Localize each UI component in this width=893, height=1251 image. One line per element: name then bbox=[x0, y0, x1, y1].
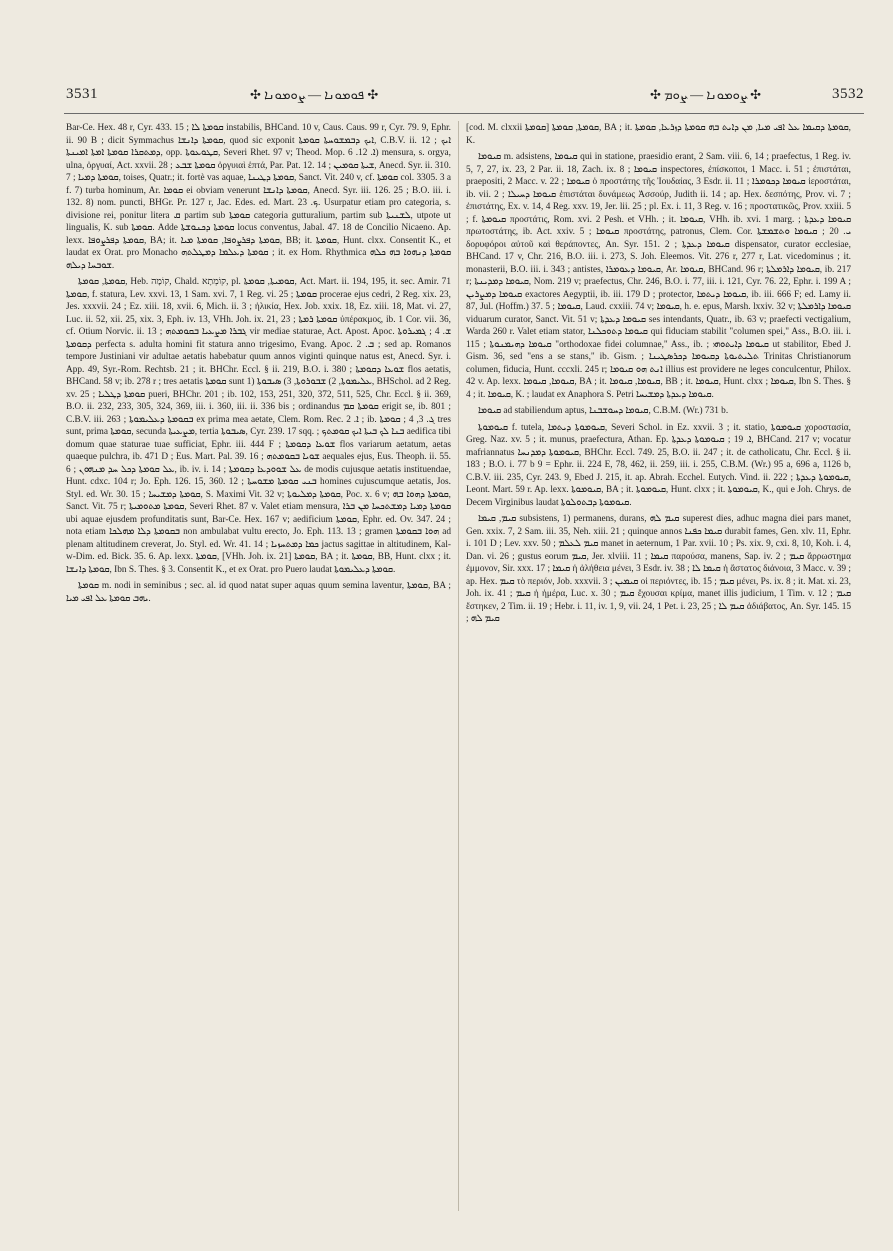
entry-paragraph: ܩܘܡܬܐ m. nodi in seminibus ; sec. al. id quod natat super aquas quum semina laventur, ܩܘܡܬܐ, BA ; ܝܗܒ ܩܘܡܬܐ ܥܠ ܐܦܝ ܡܝܐ. bbox=[66, 581, 452, 604]
page-header bbox=[60, 78, 868, 108]
entry-paragraph: ܩܝܘܡܘܬܐ f. tutela, ܩܝܘܡܘܬܐ ܕܝܬܡܐ, Severi Schol. in Ez. xxvii. 3 ; it. statio, ܩܝܘܡܘܬܐ χοροστασία, Greg. Naz. xv. 5 ; it. munus, praefectura, Athan. Ep. ܐ. 19 ; ܩܝܘܡܘܬܐ ܕܥܕܬܐ, BHCand. 217 v; vocatur mafriannatus ܩܝܘܡܘܬܐ ܕܡܕܢܚܐ, BHChr. Eccl. 749. 25, B.O. ii. 247 ; it. de catholicatu, Chr. Eccl. § ii. 183 ; B.O. i. 77 b 9 = Ephr. ii. 224 E, 78, 462, ii. 259, iii. i. 255, C.B.M. (Wr.) 95 a, 696 a, 1126 b, C.B.V. iii. 235, Cyr. 243. 9, Ebed J. 215, it. ap. Abrah. Ecchel. Eutych. Vind. ii. 222 ; ܩܝܘܡܘܬܐ ܕܥܕܬܐ, Leont. Mart. 59 r. Ap. lexx. ܩܝܘܡܘܬܐ, BA ; it. ܩܝܘܡܘܬܐ, Hunt. clxx ; it. ܩܝܘܡܘܬܐ, K., qui e Joh. Chrys. de Decem Virginibus laudat ܩܝܘܡܘܬܐ ܕܒܬܘܠܘܬܐ. bbox=[466, 422, 852, 508]
right-page-number: 3532 bbox=[832, 86, 864, 102]
entry-paragraph: ܩܝܘܡܐ ad stabiliendum aptus, ܩܝܘܡܐ ܕܚܘܫܒܢܐ, C.B.M. (Wr.) 731 b. bbox=[478, 406, 729, 416]
header-rule bbox=[64, 113, 864, 114]
left-page-number: 3531 bbox=[66, 86, 98, 102]
entry-paragraph: ܩܘܡܬܐ, ܩܘܡܬܐ, Heb. קוֹמָה, Chald. קוֹמְתָא, pl. ܩܘܡܝܬܐ, ܩܘܡܬܐ, Act. Mart. ii. 194, 195, it. sec. Amir. 71 ܩܘܡܬܐ, f. statura, Lev. xxvi. 13, 1 Sam. xvi. 7, 1 Reg. vi. 25 ; ܩܘܡܬܐ procerae ejus cedri, 2 Reg. xix. 23, Jes. xxxvii. 24 ; Ez. xiii. 18, xvii. 6, Mich. ii. 3 ; ἡλικία, Hex. Job. xxix. 18, Ez. xiii. 18, Mat. vi. 27, Luc. ii. 52, xii. 25, xix. 3, Eph. iv. 13, VHh. Joh. ix. 21, 23 ; ܩܘܡܬܐ ܪܡܬܐ ὑπέρακμος, ib. 1 Cor. vii. 36, cf. Otium Norvic. ii. 13 ; ܓܒܪܐ ܡܨܥܝܐ ܒܩܘܡܬܗ vir mediae staturae, Act. Apost. Apoc. ܫ. 4 ; ܓܡܝܪܘܬܐ ܕܩܘܡܬܐ perfecta s. adulta homini fit statura anno trigesimo, Evang. Apoc. ܒ. 2 ; sed ap. Romanos tempore Justiniani vir adultae aetatis habebatur quum annos viginti quinque natus est, Anecd. Syr. i. App. 49, Syr.-Rom. Rechtsb. 21 ; it. BHChr. Eccl. § ii. 219, B.O. i. 380 ; ܫܘܥܐ ܕܩܘܡܬܐ flos aetatis, BHCand. 58 v; ib. 278 r ; tres aetatis ܩܘܡܬܐ sunt 1) ܥܠܝܡܘܬܐ, 2) ܫܒܘܪܘܬܐ, 3) ܣܝܒܘܬܐ, BHSchol. ad 2 Reg. xv. 25 ; ܩܘܡܬܐ ܕܛܠܝܐ pueri, BHChr. 201 ; ib. 102, 153, 251, 320, 372, 511, 525, Chr. Eccl. § ii. 369, B.O. ii. 232, 233, 305, 324, 369, iii. i. 360, iii. ii. 336 bis ; ordinandus ܩܘܡܬܐ ܩܡ erigit se, ib. 801 ; C.B.V. iii. 263 ; ܒܩܘܡܬܐ ܕܥܠܝܡܘܬܐ ex prima mea aetate, Clem. Rom. Rec. ܐ. 2 ; ib. ܓ. 3, 4 ; ܩܘܡܬܐ tres sunt, prima ܩܘܡܬܐ, secunda ܡܨܥܝܬܐ, tertia ܣܝܒܘܬܐ, Cyr. 239. 17 sqq. ; ܒܢܐ ܠܟ ܒܝܬܐ ܐܝܟ ܩܘܡܬܟ aedifica tibi domum quae staturae tuae sufficiat, Ephr. iii. 444 F ; ܫܘܥܐ ܕܩܘܡܬܐ flos variarum aetatum, aetas quaeque pulchra, ib. 471 D ; Eus. Mart. Pal. 39. 16 ; ܫܘܝܐ ܒܩܘܡܬܗ aequales ejus, Eus. Theoph. ii. 55. 6 ; ܥܠ ܩܘܡܬܐ ܕܟܠ ܚܕ ܡܢܗܘܢ, ib. iv. i. 14 ; ܥܠ ܫܘܘܕܥܐ ܕܩܘܡܬܐ de modis cujusque aetatis instituendae, Hunt. cdxc. 104 r; Jo. Eph. 126. 15, 360. 12 ; ܒܢܝ ܩܘܡܬܐ ܡܫܘܚܬܐ homines cujuscumque aetatis, Jos. Styl. ed. Wr. 30. 15 ; ܩܘܡܬܐ ܕܡܫܝܚܐ, S. Maximi Vit. 32 v; ܩܘܡܬܐ ܕܡܠܝܘܬܐ, Poc. x. 6 v; ܩܘܡܬܐ ܕܗܘܐ ܒܗ, Sanct. Vit. 75 r; ܩܘܡܬܐ ܡܬܘܡܝܬܐ, Severi Rhet. 87 v. Valet etiam mensura, ܩܘܡܬܐ ܕܡܝܐ ܕܡܫܬܟܚܐ ܡܢ ܒܪܐ ubi aquae ejusdem profunditatis sunt, Bar-Ce. Hex. 167 v; aedificium ܩܘܡܬܐ, Ephr. ed. Ov. 347. 24 ; nota etiam ܒܩܘܡܬܐ ܕܠܐ ܡܗܠܟܐ non ambulabat vultu erecto, Jo. Eph. 113. 13 ; gramen ܗܘܐ ܒܩܘܡܬܐ ad plenam altitudinem creverat, Jo. Styl. ed. Wr. 41. 14 ; ܟܡܐ ܕܡܬܚܙܝܐ jactus sagittae in altitudinem, Kal-w-Dim. ed. Bick. 35. 6. Ap. lexx. ܩܘܡܬܐ, [VHh. Joh. ix. 21] ܩܘܡܬܐ, BA ; it. ܩܘܡܬܐ, BB, Hunt. clxx ; it. ܩܘܡܬܐ ܕܐܢܫܐ, Ibn S. Thes. § 3. Consentit K., et ex Orat. pro Puero laudat ܩܘܡܬܐ ܕܥܠܝܡܘܬܐ. bbox=[66, 277, 452, 575]
left-column bbox=[66, 122, 451, 609]
entry-paragraph: Bar-Ce. Hex. 48 r, Cyr. 433. 15 ; ܩܘܡܬܐ ܠܐ instabilis, BHCand. 10 v, Caus. Caus. 99 r, Cyr. 79. 9, Ephr. ii. 90 B ; dicit Symmachus ܩܘܡܬܐ ܕܐܢܫܐ, quod sic exponit ܐܝܟ ܕܒܡܫܘܚܬܐ ܩܘܡܬܐ, C.B.V. ii. 12 ; ܐܝܟ ܕܡܬܩܪܐ ܩܘܡܬܐ ܐܡܬܐ ܐܡܝܢܬܐ, opp. ܩܛܘܥܘܬܐ, Severi Rhet. 97 v; Theod. Mop. ܐ. 12. 6) mensura, s. orgya, ulna, ὀργυαί, Act. xxvii. 28 ; ܩܘܡܬܐ ܫܒܥ ὀργυιαὶ ἑπτά, Par. Pat. 12. 14 ; ܫܝܬܐ ܩܘܡܝܢ, Anecd. Syr. ii. 310. 7 ; ܩܘܡܬܐ ܕܡܝܐ, toises, Quatr.; it. fortè vas aquae, ܩܘܡܬܐ ܕܛܝܢܐ, Sanct. Vit. 240 v, cf. ܩܘܡܬܐ col. 3305. 3 a f. 7) turba hominum, Ar. ܩܘܡܐ ei obviam venerunt ܩܘܡܬܐ ܕܐܢܫܐ, Anecd. Syr. iii. 126. 25 ; B.O. iii. i. 132. 8) nom. puncti, BHGr. Pr. 127 r, Jac. Edes. ed. Mart. ܟ. 23. Usurpatur etiam pro categoria, s. divisione rei, ponitur litera ܩ partim sub ܩܘܡܬܐ categoria gutturalium, partim sub ܠܫܢܝܬܐ, utpote ut lingualis, K. sub ܩܘܡܬܐ. Adde ܩܘܡܬܐ ܕܟܢܘܫܬܐ locus conventus, Jabal. 47. 18 de Concilio Nicaeno. Ap. lexx. ܩܘܡܬܐ ܕܦܪܨܘܦܐ, BA; it. ܩܘܡܬܐ ܕܦܪܨܘܦܐ, ܩܘܡܬܐ ܡܝܐ, BB; it. ܩܘܡܬܐ, Hunt. clxx. Consentit K., et laudat ex Orat. pro Monacho ܩܘܡܬܐ ܕܥܠܡܐ ܕܡܛܠܬܗ ; it. ex Hom. Rhythmica ܩܘܡܬܐ ܕܢܗܘܐ ܒܗ ܟܠܗ ܫܘܒܚܐ ܕܝܠܗ. bbox=[66, 123, 452, 271]
entry-paragraph: [cod. M. clxxii ܩܘܡܬܐ] ܩܘܡܬܐ, ܩܘܡܬܐ, BA ; it. ܩܘܡܬܐ ܕܩܝܡܐ ܥܠ ܐܦܝ ܡܝܐ, ܡܢ ܕܐܝܬ ܒܗ ܩܘܡܬܐ ܕܙܪܥܐ, ܩܘܡܬܐ, K. bbox=[466, 123, 851, 146]
right-column bbox=[466, 122, 851, 630]
entry-paragraph: ܩܝܡ, ܩܝܡܐ subsistens, 1) permanens, durans, ܩܝܡ ܠܗ superest dies, adhuc magna diei pars manet, Gen. xxix. 7, 2 Sam. iii. 35, Neh. xiii. 21 ; quinque annos ܩܝܡܐ ܟܦܢܐ durabit fames, Gen. xlv. 11, Ephr. i. 101 D ; Lev. xxv. 50 ; ܩܝܡ ܠܥܠܡ manet in aeternum, 1 Par. xvii. 10 ; Ps. xix. 9, cxi. 8, 10, Koh. i. 4, Dan. vi. 26 ; gustus eorum ܩܝܡ, Jer. xlviii. 11 ; ܩܝܡܐ παρούσα, manens, Sap. iv. 2 ; ܩܝܡ ἄρρωστημα ἐμμονον, Sir. xxx. 17 ; ܩܝܡܐ ἡ ἀλήθεια μένει, 3 Esdr. iv. 38 ; ܩܝܡܐ ܠܐ ἡ ἄστατος διάνοια, 3 Macc. v. 39 ; ap. Hex. ܩܝܡ τὸ περιόν, Job. xxxvii. 3 ; ܩܝܡܝܢ οἱ περιόντες, ib. 15 ; ܩܝܡ μένει, Ps. ix. 8 ; it. Mat. xi. 23, Joh. ix. 41 ; ܩܝܡ ἡ ἡμέρα, Luc. x. 30 ; ܩܝܡ ἔχουσαι κρίμα, manet illis judicium, 1 Tim. v. 12 ; ܩܝܡ ἔστηκεν, 2 Tim. ii. 19 ; Hebr. i. 11, iv. 1, 9, vii. 24, 1 Pet. i. 23, 25 ; ܩܝܡ ܠܐ ἀδιάβατος, An. Syr. 145. 15 ; ܩܝܡ ܠܗ bbox=[466, 514, 852, 624]
entry-paragraph: ܩܝܘܡܐ m. adsistens, ܩܝܘܡܐ qui in statione, praesidio erant, 2 Sam. viii. 6, 14 ; praefectus, 1 Reg. iv. 5, 7, 27, ix. 23, 2 Par. ii. 18, Zach. ix. 8 ; ܩܝܘܡܐ inspectores, ἐπίσκοποι, 1 Macc. i. 51 ; ἐπιστάται, praepositi, 2 Macc. v. 22 ; ܩܝܘܡܐ ὁ προστάτης τῆς Ἰουδαίας, 3 Esdr. ii. 11 ; ܩܝܘܡܐ ܕܟܘܡܪܐ ἱεροστάται, ib. vii. 2 ; ܩܝܘܡܐ ܕܚܝܠܐ ἐπιστάται δυνάμεως Ἀσσούρ, Judith ii. 14 ; ap. Hex. δεσπότης, Prov. vi. 7 ; ἐπιστάτης, Ex. v. 14, 4 Reg. xxv. 19, Jer. lii. 25 ; pl. Ex. i. 11, 3 Reg. v. 16 ; προστατικῶς, Prov. xxiii. 5 ; f. ܩܝܘܡܬܐ προστάτις, Rom. xvi. 2 Pesh. et VHh. ; it. ܩܝܘܡܐ, VHh. ib. xvi. 1 marg. ; ܩܝܘܡܐ ܕܥܕܬܐ πρωτοστάτης, ib. Act. xxiv. 5 ; ܩܝܘܡܐ προστάτης, patronus, Clem. Cor. ܝ. 20 ; ܩܝܘܡܐ ܘܬܫܡܫܬܐ δορυφόροι αὐτοῦ καὶ θεράποντες, An. Syr. 151. 2 ; ܩܝܘܡܐ ܕܥܕܬܐ dispensator, curator ecclesiae, BHCand. 17 v, Chr. 216, B.O. iii. i. 273, S. Joh. Eleemos. Vit. 276 r, 277 r, Lat. vicedominus ; it. monasterii, B.O. iii. i. 343 ; antistes, ܩܝܘܡܐ ܕܥܘܡܪܐ, Ar. ܩܝܘܡܐ, BHCand. 96 r; ܩܝܘܡܐ ܕܐܪܡܠܬܐ, ib. 217 r; ܩܝܘܡܐ ܕܡܕܝܢܬܐ, Nom. 219 v; praefectus, Chr. 246, B.O. i. 77, iii. i. 121, Cyr. 76. 22, Ephr. i. 199 A ; ܩܝܘܡܐ ܕܡܨܪܝܢ exactores Aegyptii, ib. iii. 179 D ; protector, ܩܝܘܡܐ ܕܝܬܡܐ, ib. iii. 666 F; ed. Lamy ii. 87, Jul. (Hoffm.) 37. 5 ; ܩܝܘܡܐ, Laud. cxxiii. 74 v; ܩܝܘܡܐ, h. e. epus, Marsh. lxxiv. 32 v; ܩܝܘܡܐ ܕܐܪܡܠܬܐ viduarum curator, Sanct. Vit. 51 v; ܩܝܘܡܐ ܕܥܕܬܐ ses intendants, Quatr., ib. 63 v; praefecti vectigalium, Warda 260 r. Valet etiam stator, ܩܝܘܡܐ ܕܬܘܟܠܢܐ qui fiduciam stabilit "columen spei," Ass., B.O. iii. i. 115 ; ܩܝܘܡܐ ܕܗܝܡܢܘܬܐ "orthodoxae fidei columnae," Ass., ib. ; ܩܝܘܡܐ ܕܐܝܬܘܗܝ ut stabilitor, Ebed J. Gism. 36, sed "ens a se stans," ib. Gism. ; ܬܠܝܬܝܘܬܐ ܕܩܝܘܡܐ ܕܟܪܣܛܝܢܐ Trinitas Christianorum columen, fiducia, Hunt. cccxli. 245 r; ܐܢܬ ܗܘ ܩܝܘܡܐ illius est providere ne leges conculcentur, Philox. 42 v. Ap. lexx. ܩܝܘܡܐ, ܩܝܘܡܐ, BA ; it. ܩܝܘܡܐ, ܩܝܘܡܐ, BB ; it. ܩܝܘܡܐ, Hunt. clxx ; ܩܝܘܡܐ, Ibn S. Thes. § 4 ; it. ܩܝܘܡܐ, K. ; laudat ex Anaphora S. Petri ܩܝܘܡܐ ܕܥܕܬܐ ܕܡܫܝܚܐ. bbox=[466, 152, 852, 400]
left-running-head: ✣ ܦܘܡܘܢܐ — ܨܘܡܘܢܐ ✣ bbox=[250, 87, 379, 102]
column-divider bbox=[458, 121, 459, 1211]
right-running-head: ✣ ܨܘܡܘܢܐ — ܨܘܡ ✣ bbox=[650, 87, 762, 102]
